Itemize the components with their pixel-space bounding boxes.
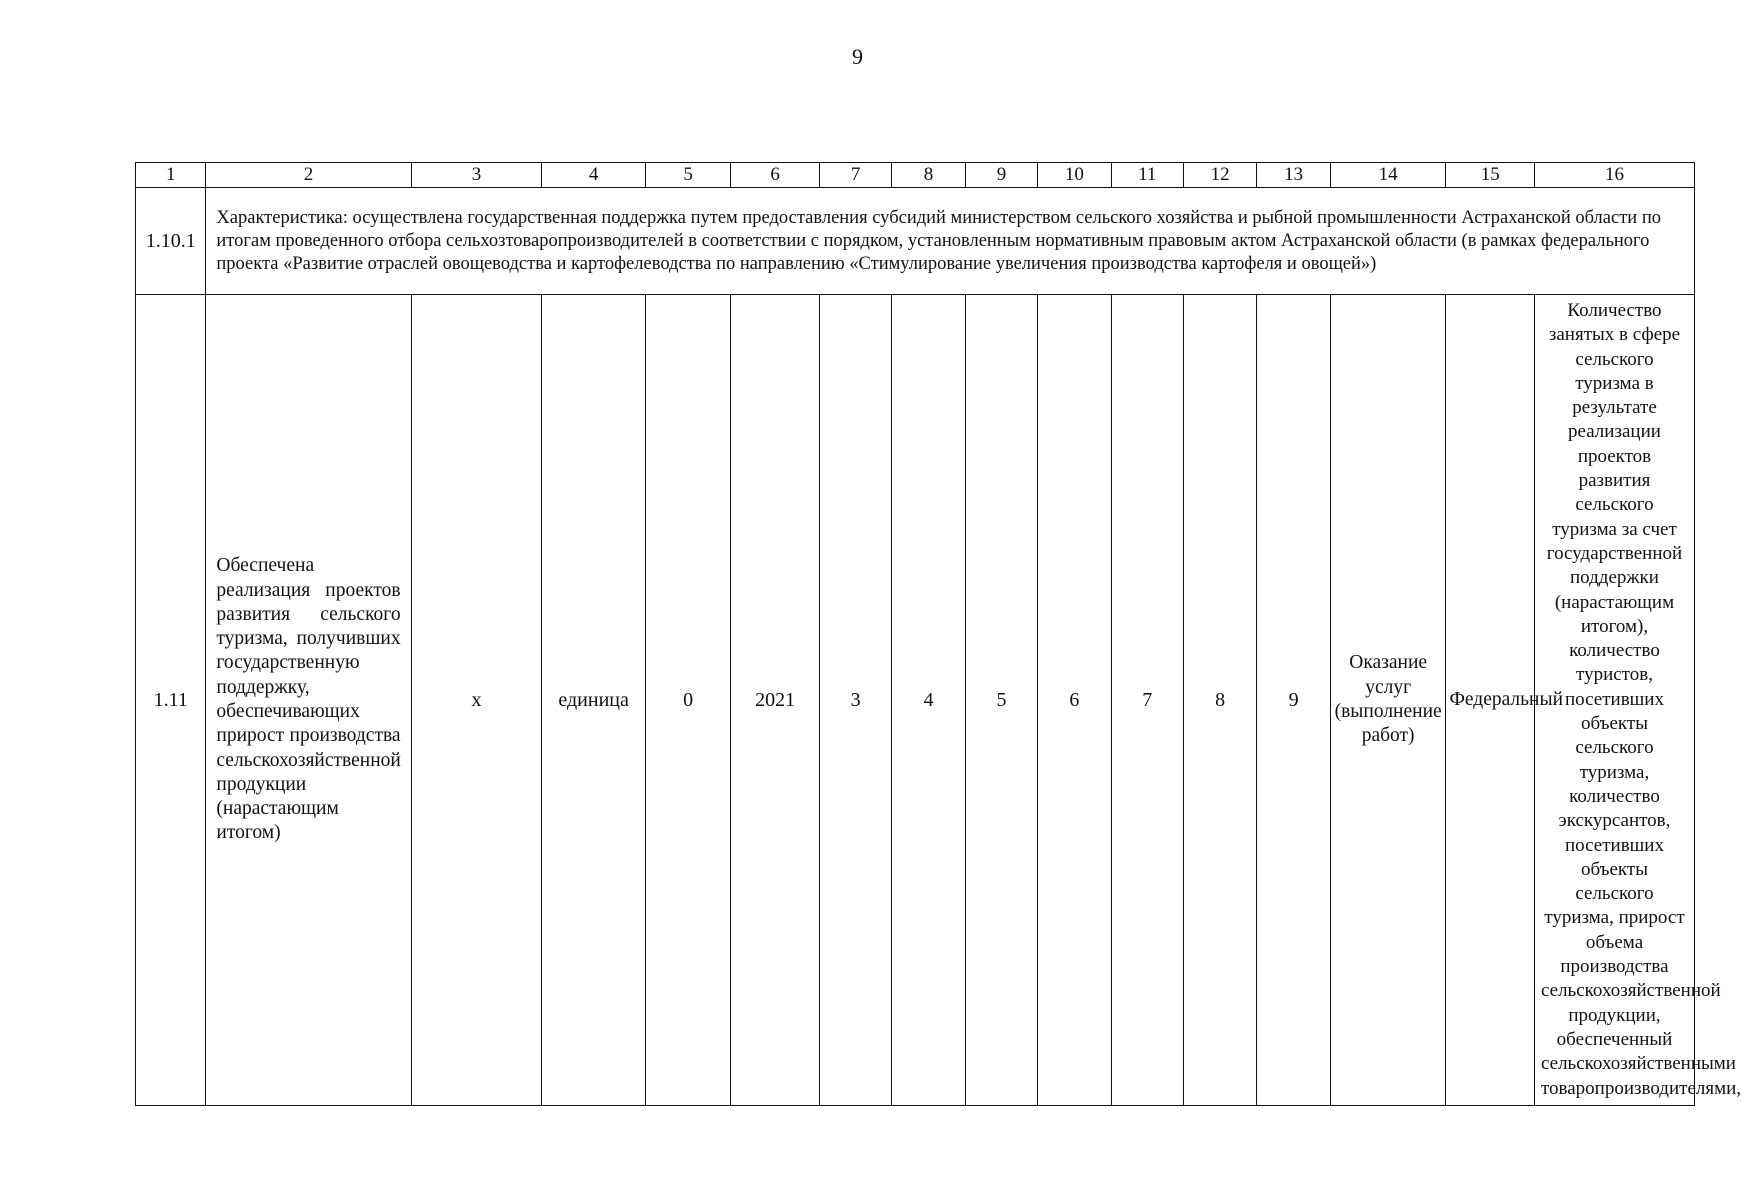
indicators-table	[135, 162, 1741, 1106]
year-value: 4	[892, 295, 965, 1106]
column-number: 12	[1183, 163, 1256, 188]
column-number: 5	[645, 163, 730, 188]
column-number-row	[136, 163, 1695, 188]
year-value: 6	[1038, 295, 1111, 1106]
year-value: 3	[819, 295, 891, 1106]
indicator-level: Федеральный	[1446, 295, 1535, 1106]
characteristic-text: Характеристика: осуществлена государственная поддержка путем предоставления субсидий министерством сельского хозяйства и рыбной промышленности Астраханской области по итогам проведенного отбора сельхозтоваропроизводителей в соответствии с порядком, установленным нормативным правовым актом Астраханской области (в рамках федерального проекта «Развитие отраслей овощеводства и картофелеводства по направлению «Стимулирование увеличения производства картофеля и овощей»)	[206, 188, 1695, 295]
characteristic-row	[136, 188, 1695, 295]
column-number: 1	[136, 163, 206, 188]
column-number: 6	[731, 163, 820, 188]
year-value: 5	[965, 295, 1037, 1106]
column-number: 9	[965, 163, 1037, 188]
column-number: 2	[206, 163, 411, 188]
col3-value: х	[411, 295, 542, 1106]
unit-of-measure: единица	[542, 295, 646, 1106]
column-number: 15	[1446, 163, 1535, 188]
indicator-row	[136, 295, 1695, 1106]
column-number: 16	[1534, 163, 1694, 188]
row-id: 1.11	[136, 295, 206, 1106]
column-number: 3	[411, 163, 542, 188]
base-year: 2021	[731, 295, 820, 1106]
column-number: 11	[1111, 163, 1183, 188]
base-value: 0	[645, 295, 730, 1106]
page-number: 9	[852, 44, 863, 69]
year-value: 9	[1257, 295, 1330, 1106]
column-number: 13	[1257, 163, 1330, 188]
year-value: 8	[1183, 295, 1256, 1106]
related-indicators: Количество занятых в сфере сельского туризма в результате реализации проектов развития сельского туризма за счет государственной поддержки (нарастающим итогом), количество туристов, посетивших объекты сельского туризма, количество экскурсантов, посетивших объекты сельского туризма, прирост объема производства сельскохозяйственной продукции, обеспеченный сельскохозяйственными товаропроизводителями,	[1534, 295, 1694, 1106]
column-number: 7	[819, 163, 891, 188]
column-number: 14	[1330, 163, 1446, 188]
column-number: 4	[542, 163, 646, 188]
column-number: 10	[1038, 163, 1111, 188]
indicator-description: Обеспечена реализация проектов развития сельского туризма, получивших государственную поддержку, обеспечивающих прирост производства сельскохозяйственной продукции (нарастающим итогом)	[206, 295, 411, 1106]
indicator-type: Оказание услуг (выполнение работ)	[1330, 295, 1446, 1106]
row-id: 1.10.1	[136, 188, 206, 295]
year-value: 7	[1111, 295, 1183, 1106]
column-number: 8	[892, 163, 965, 188]
